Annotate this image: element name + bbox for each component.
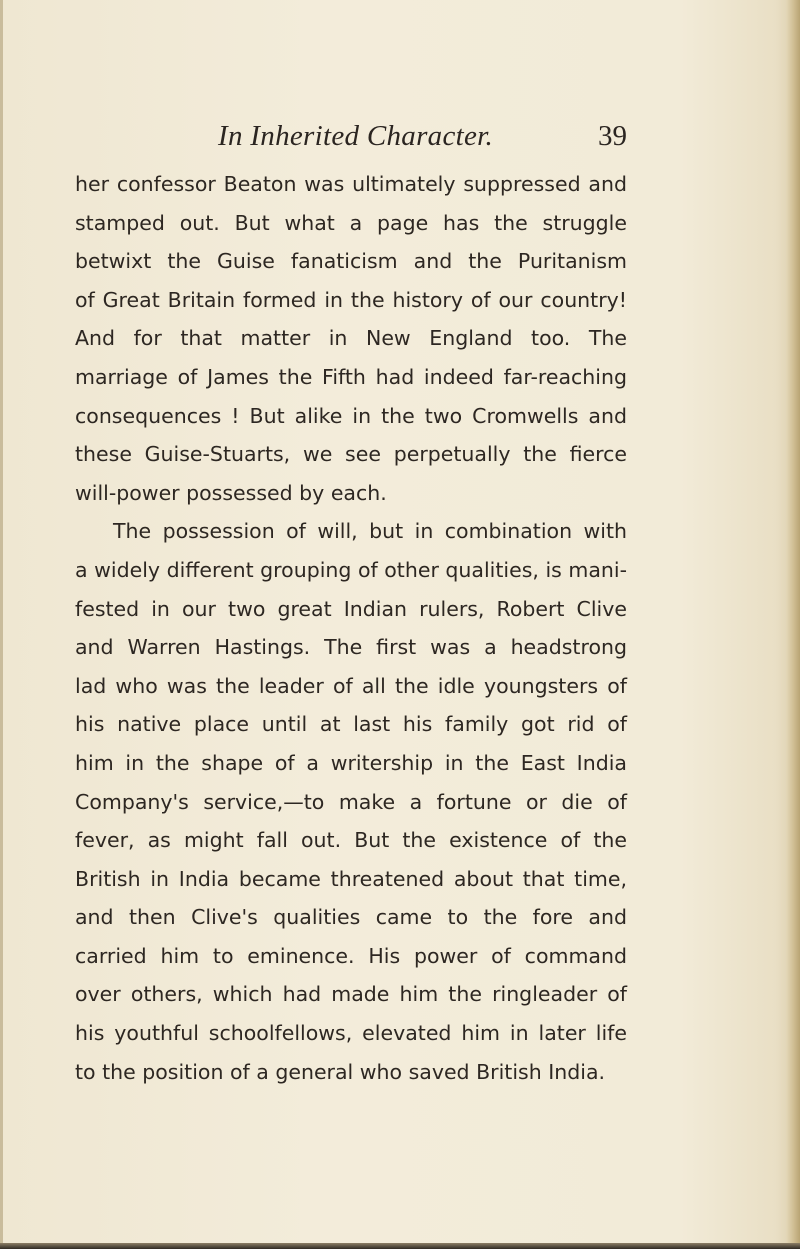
page-right-edge bbox=[786, 0, 800, 1249]
page-number: 39 bbox=[598, 120, 627, 152]
text-line-paragraph-start: The possession of will, but in combination with bbox=[113, 519, 627, 544]
text-line: her confessor Beaton was ultimately suppressed and bbox=[75, 172, 627, 196]
text-line: lad who was the leader of all the idle youngsters of bbox=[75, 673, 627, 698]
text-line: consequences ! But alike in the two Cromwells and bbox=[75, 403, 627, 428]
text-line: Company's service,—to make a fortune or die of bbox=[75, 789, 627, 814]
body-text bbox=[75, 165, 627, 1091]
text-line: and Warren Hastings. The first was a headstrong bbox=[75, 635, 627, 660]
text-line: carried him to eminence. His power of command bbox=[75, 943, 627, 968]
text-line-paragraph-end: will-power possessed by each. bbox=[75, 480, 387, 505]
text-line: a widely different grouping of other qualities, is mani- bbox=[75, 557, 627, 582]
text-line: him in the shape of a writership in the East India bbox=[75, 750, 627, 775]
text-line: of Great Britain formed in the history of our country! bbox=[75, 287, 627, 312]
text-line: his youthful schoolfellows, elevated him in later life bbox=[75, 1021, 627, 1046]
text-line: betwixt the Guise fanaticism and the Puritanism bbox=[75, 249, 627, 274]
text-line: British in India became threatened about that time, bbox=[75, 866, 627, 891]
text-line: his native place until at last his family got rid of bbox=[75, 712, 627, 737]
text-line: marriage of James the Fifth had indeed far-reaching bbox=[75, 364, 627, 389]
text-line: and then Clive's qualities came to the fore and bbox=[75, 905, 627, 930]
text-line: over others, which had made him the ringleader of bbox=[75, 982, 627, 1007]
page-left-edge bbox=[0, 0, 3, 1249]
page-bottom-edge bbox=[0, 1243, 800, 1249]
text-line: And for that matter in New England too. The bbox=[75, 326, 627, 351]
text-line-paragraph-end: to the position of a general who saved British India. bbox=[75, 1059, 606, 1084]
text-line: fever, as might fall out. But the existence of the bbox=[75, 828, 627, 853]
running-head-title: In Inherited Character. bbox=[218, 120, 494, 152]
text-line: fested in our two great Indian rulers, Robert Clive bbox=[75, 596, 627, 621]
running-head bbox=[75, 120, 627, 160]
text-line: stamped out. But what a page has the struggle bbox=[75, 210, 627, 235]
text-line: these Guise-Stuarts, we see perpetually the fierce bbox=[75, 442, 627, 467]
